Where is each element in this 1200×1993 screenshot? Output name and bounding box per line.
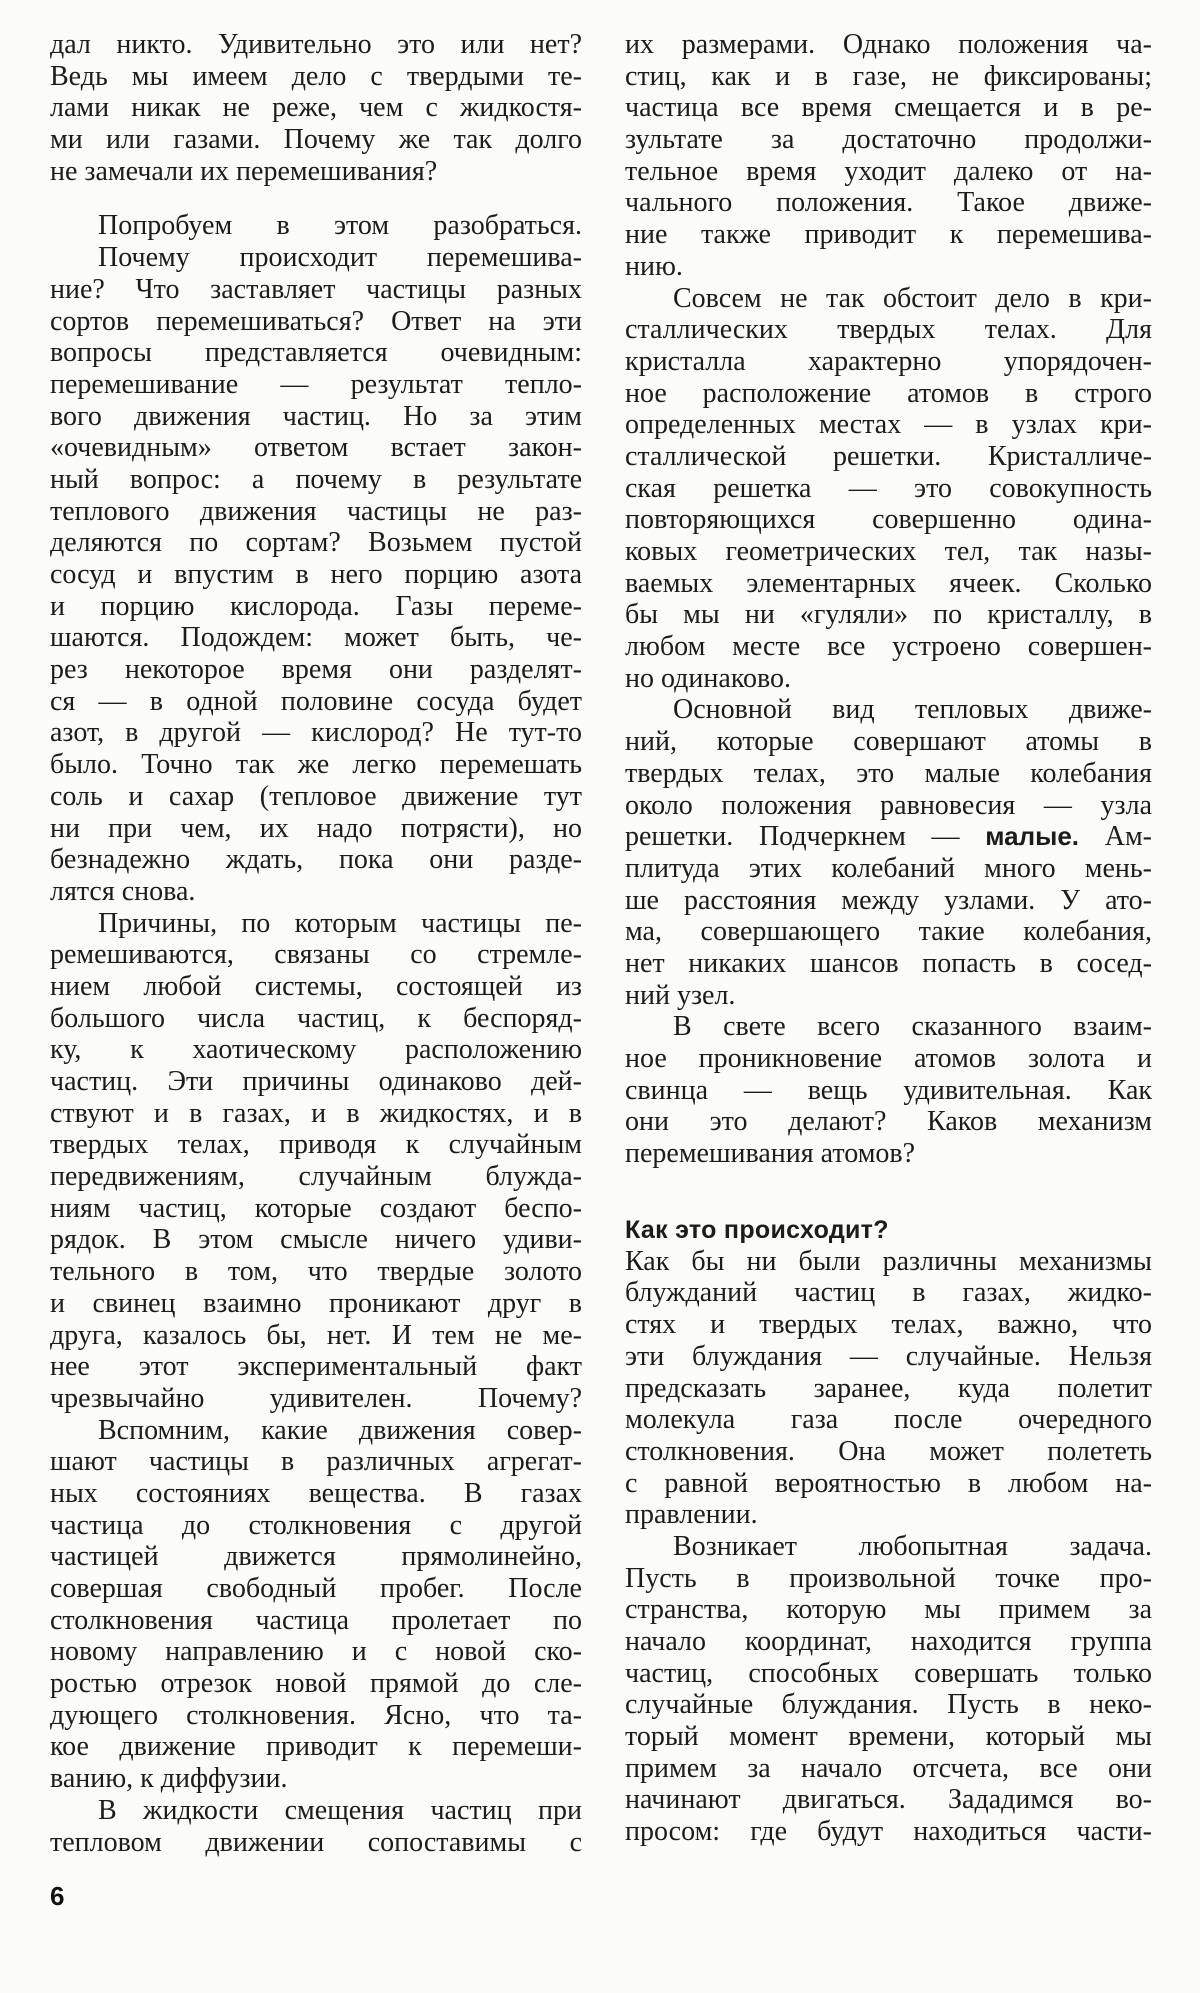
text-line: соль и сахар (тепловое движение тут [50, 780, 582, 812]
text-line: определенных местах — в узлах кри- [625, 409, 1152, 441]
text-line: свинца — вещь удивительная. Как [625, 1074, 1152, 1106]
text-line: ний, которые совершают атомы в [625, 726, 1152, 758]
text-line: блужданий частиц в газах, жидко- [625, 1277, 1152, 1309]
text-line: частиц, способных совершать только [625, 1657, 1152, 1689]
text-line: ствуют и в газах, и в жидкостях, и в [50, 1097, 582, 1129]
paragraph [625, 29, 1152, 283]
text-line: ше расстояния между узлами. У ато- [625, 884, 1152, 916]
text-segment: решетки. Подчеркнем — [625, 821, 986, 853]
text-line: совершая свободный пробег. После [50, 1573, 582, 1604]
text-line: чрезвычайно удивителен. Почему? [50, 1382, 582, 1414]
page-number: 6 [50, 1881, 65, 1911]
emphasized-word: малые. [985, 821, 1080, 852]
text-line: дал никто. Удивительно это или нет? [50, 29, 582, 60]
text-line: чального положения. Такое движе- [625, 187, 1152, 219]
text-line: ни при чем, их надо потрясти), но [50, 812, 582, 844]
text-line: безнадежно ждать, пока они разде- [50, 844, 582, 876]
text-line: ку, к хаотическому расположению [50, 1034, 582, 1066]
text-line: около положения равновесия — узла [625, 789, 1152, 821]
text-line: новому направлению и с новой ско- [50, 1636, 582, 1668]
text-line: нет никаких шансов попасть в сосед- [625, 947, 1152, 979]
paragraph [625, 694, 1152, 1011]
text-line: ний узел. [625, 979, 736, 1011]
text-line: Возникает любопытная задача. [673, 1530, 1152, 1562]
text-line: ное проникновение атомов золота и [625, 1043, 1152, 1074]
text-line: ростью отрезок новой прямой до сле- [50, 1668, 582, 1700]
text-line: Совсем не так обстоит дело в кри- [673, 282, 1152, 314]
text-line: ся — в одной половине сосуда будет [50, 685, 582, 717]
text-line: начинают двигаться. Зададимся во- [625, 1784, 1152, 1816]
text-line: частицей движется прямолинейно, [50, 1541, 582, 1573]
text-line: ми или газами. Почему же так долго [50, 124, 582, 156]
text-line: нее этот экспериментальный факт [50, 1351, 582, 1383]
text-line: рез некоторое время они разделят- [50, 654, 582, 686]
text-line: сталлических твердых телах. Для [625, 314, 1152, 346]
text-line: нием любой системы, состоящей из [50, 970, 582, 1002]
text-line: Причины, по которым частицы пе- [98, 907, 582, 939]
paragraph [50, 1795, 582, 1858]
text-line: примем за начало отсчета, все они [625, 1752, 1152, 1784]
paragraph [50, 242, 582, 907]
text-line: ние? Что заставляет частицы разных [50, 273, 582, 305]
text-line: бы мы ни «гуляли» по кристаллу, в [625, 599, 1152, 631]
text-line: тепловом движении сопоставимы с [50, 1826, 582, 1858]
text-line: ных состояниях вещества. В газах [50, 1477, 582, 1509]
text-line: Почему происходит перемешива- [98, 242, 582, 274]
section-heading: Как это происходит? [625, 1215, 889, 1244]
text-line: ремешиваются, связаны со стремле- [50, 939, 582, 971]
text-line: просом: где будут находиться части- [625, 1816, 1152, 1848]
text-line: перемешивание — результат тепло- [50, 368, 582, 400]
text-line: азот, в другой — кислород? Не тут-то [50, 717, 582, 749]
text-line: торый момент времени, который мы [625, 1721, 1152, 1753]
text-line: В жидкости смещения частиц при [98, 1794, 582, 1826]
paragraph [625, 283, 1152, 695]
text-line: частица все время смещается и в ре- [625, 92, 1152, 124]
text-line: начало координат, находится группа [625, 1626, 1152, 1657]
text-line: ный вопрос: а почему в результате [50, 463, 582, 495]
text-line: дующего столкновения. Ясно, что та- [50, 1699, 582, 1731]
text-line: странства, которую мы примем за [625, 1594, 1152, 1626]
text-line: перемешивания атомов? [625, 1138, 916, 1170]
text-line: вопросы представляется очевидным: [50, 337, 582, 369]
text-segment: Ам- [1079, 821, 1152, 853]
text-line: вого движения частиц. Но за этим [50, 400, 582, 432]
text-line: эти блуждания — случайные. Нельзя [625, 1340, 1152, 1372]
text-line: ская решетка — это совокупность [625, 472, 1152, 504]
text-line: столкновения частица пролетает по [50, 1604, 582, 1636]
paragraph [625, 1531, 1152, 1848]
text-line: зультате за достаточно продолжи- [625, 124, 1152, 156]
text-line: твердых телах, приводя к случайным [50, 1129, 582, 1161]
text-line: «очевидным» ответом встает закон- [50, 432, 582, 464]
text-line: сталлической решетки. Кристалличе- [625, 440, 1152, 472]
text-line: случайные блуждания. Пусть в неко- [625, 1689, 1152, 1721]
text-line: любом месте все устроено совершен- [625, 631, 1152, 663]
text-line: деляются по сортам? Возьмем пустой [50, 527, 582, 559]
paragraph [625, 1011, 1152, 1169]
text-line: ние также приводит к перемешива- [625, 219, 1152, 251]
text-line: сосуд и впустим в него порцию азота [50, 559, 582, 590]
text-line: но одинаково. [625, 662, 792, 694]
text-line: ма, совершающего такие колебания, [625, 916, 1152, 948]
text-line: столкновения. Она может полететь [625, 1435, 1152, 1467]
text-line: твердых телах, это малые колебания [625, 757, 1152, 789]
text-line: и свинец взаимно проникают друг в [50, 1287, 582, 1319]
text-line: ваемых элементарных ячеек. Сколько [625, 567, 1152, 599]
text-line: лятся снова. [50, 875, 196, 907]
text-line: тельного в том, что твердые золото [50, 1256, 582, 1288]
text-line: было. Точно так же легко перемешать [50, 749, 582, 781]
paragraph [50, 1415, 582, 1795]
text-line: Вспомним, какие движения совер- [98, 1414, 582, 1446]
text-line: тельное время уходит далеко от на- [625, 155, 1152, 187]
text-line: В свете всего сказанного взаим- [673, 1011, 1152, 1043]
paragraph [625, 1246, 1152, 1531]
text-line: теплового движения частицы не раз- [50, 495, 582, 527]
text-line: сортов перемешиваться? Ответ на эти [50, 305, 582, 337]
text-line: молекула газа после очередного [625, 1404, 1152, 1436]
paragraph [50, 908, 582, 1415]
text-line: повторяющихся совершенно одина- [625, 504, 1152, 536]
text-line: кристалла характерно упорядочен- [625, 345, 1152, 377]
text-line: шают частицы в различных агрегат- [50, 1446, 582, 1478]
text-line: с равной вероятностью в любом на- [625, 1467, 1152, 1499]
text-line: предсказать заранее, куда полетит [625, 1372, 1152, 1404]
text-line: частица до столкновения с другой [50, 1509, 582, 1541]
left-column [50, 29, 582, 1858]
paragraph [50, 29, 582, 187]
text-line: ковых геометрических тел, так назы- [625, 536, 1152, 567]
text-line: правлении. [625, 1499, 758, 1531]
text-line: ниям частиц, которые создают беспо- [50, 1192, 582, 1224]
text-line: Ведь мы имеем дело с твердыми те- [50, 60, 582, 92]
text-line: плитуда этих колебаний много мень- [625, 852, 1152, 884]
text-line: они это делают? Каков механизм [625, 1106, 1152, 1138]
text-line: ное расположение атомов в строго [625, 377, 1152, 409]
text-line: ванию, к диффузии. [50, 1763, 288, 1795]
right-column [625, 29, 1152, 1848]
paragraph-group [50, 210, 582, 1858]
text-line: Пусть в произвольной точке про- [625, 1562, 1152, 1594]
text-line: Попробуем в этом разобраться. [98, 210, 582, 242]
text-line: друга, казалось бы, нет. И тем не ме- [50, 1319, 582, 1351]
text-line: частиц. Эти причины одинаково дей- [50, 1066, 582, 1097]
text-line: лами никак не реже, чем с жидкостя- [50, 92, 582, 124]
text-line: нию. [625, 250, 683, 282]
text-line: их размерами. Однако положения ча- [625, 29, 1152, 60]
paragraph-gap [50, 187, 582, 210]
text-line: Основной вид тепловых движе- [673, 694, 1152, 726]
text-line: шаются. Подождем: может быть, че- [50, 622, 582, 654]
text-line: и порцию кислорода. Газы переме- [50, 590, 582, 622]
text-line: кое движение приводит к перемеши- [50, 1731, 582, 1763]
text-line: стях и твердых телах, важно, что [625, 1309, 1152, 1341]
text-line [625, 821, 1152, 853]
paragraph [50, 210, 582, 242]
text-line: не замечали их перемешивания? [50, 155, 438, 187]
text-line: Как бы ни были различны механизмы [625, 1245, 1152, 1277]
text-line: большого числа частиц, к беспоряд- [50, 1002, 582, 1034]
text-line: передвижениям, случайным блужда- [50, 1161, 582, 1193]
text-line: рядок. В этом смысле ничего удиви- [50, 1224, 582, 1256]
text-line: стиц, как и в газе, не фиксированы; [625, 60, 1152, 92]
